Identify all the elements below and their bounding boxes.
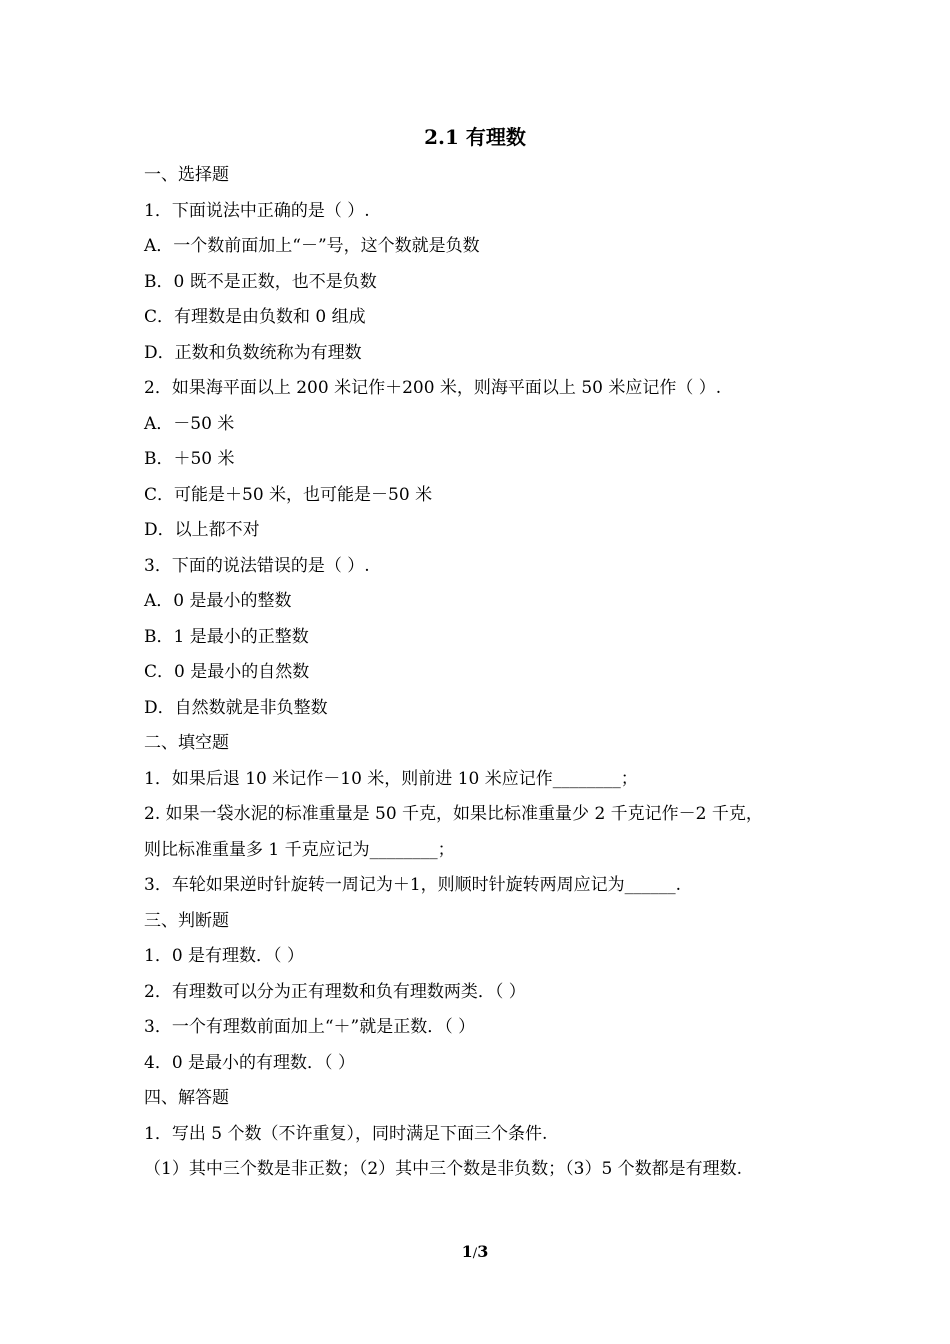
answer-option: B．0 既不是正数，也不是负数 bbox=[144, 271, 377, 292]
question-text: 1．如果后退 10 米记作－10 米，则前进 10 米应记作________； bbox=[144, 768, 638, 789]
answer-option: D．以上都不对 bbox=[144, 520, 260, 540]
answer-option: A．一个数前面加上“－”号，这个数就是负数 bbox=[144, 236, 480, 256]
section-heading-answer: 四、解答题 bbox=[144, 1088, 229, 1108]
page-number bbox=[0, 1240, 950, 1266]
question-text: 3．下面的说法错误的是（ ）. bbox=[144, 555, 370, 576]
question-text: 2．如果海平面以上 200 米记作＋200 米，则海平面以上 50 米应记作（ ）. bbox=[144, 378, 722, 398]
question-text-continued: 则比标准重量多 1 千克应记为________； bbox=[144, 839, 455, 860]
page-current: 1 bbox=[461, 1242, 473, 1261]
answer-option: D．正数和负数统称为有理数 bbox=[144, 342, 362, 363]
question-text: 4．0 是最小的有理数．（ ） bbox=[144, 1052, 355, 1073]
page-total: 3 bbox=[477, 1242, 489, 1261]
section-heading-choice: 一、选择题 bbox=[144, 165, 229, 185]
answer-option: C．有理数是由负数和 0 组成 bbox=[144, 307, 366, 327]
question-text: 1．0 是有理数．（ ） bbox=[144, 946, 304, 966]
answer-option: C．0 是最小的自然数 bbox=[144, 662, 310, 682]
answer-option: A．－50 米 bbox=[144, 413, 235, 434]
answer-option: B．＋50 米 bbox=[144, 449, 235, 469]
answer-option: D．自然数就是非负整数 bbox=[144, 697, 328, 718]
section-heading-fill: 二、填空题 bbox=[144, 733, 229, 753]
question-text: 2．有理数可以分为正有理数和负有理数两类．（ ） bbox=[144, 981, 526, 1002]
question-text: 2. 如果一袋水泥的标准重量是 50 千克，如果比标准重量少 2 千克记作－2 千克， bbox=[144, 804, 763, 824]
answer-option: A．0 是最小的整数 bbox=[144, 591, 292, 611]
answer-option: C．可能是＋50 米，也可能是－50 米 bbox=[144, 484, 433, 505]
question-text: 3．一个有理数前面加上“＋”就是正数．（ ） bbox=[144, 1017, 476, 1037]
page-separator: / bbox=[472, 1246, 478, 1261]
document-title: 2.1 有理数 bbox=[424, 125, 526, 149]
answer-option: B．1 是最小的正整数 bbox=[144, 626, 309, 647]
question-text: 1．下面说法中正确的是（ ）. bbox=[144, 200, 370, 221]
question-text: 3．车轮如果逆时针旋转一周记为＋1，则顺时针旋转两周应记为______. bbox=[144, 875, 682, 895]
question-conditions: （1）其中三个数是非正数；（2）其中三个数是非负数；（3）5 个数都是有理数. bbox=[144, 1159, 743, 1179]
question-text: 1．写出 5 个数（不许重复），同时满足下面三个条件. bbox=[144, 1123, 548, 1144]
section-heading-judge: 三、判断题 bbox=[144, 910, 229, 931]
document-body bbox=[144, 158, 824, 1188]
